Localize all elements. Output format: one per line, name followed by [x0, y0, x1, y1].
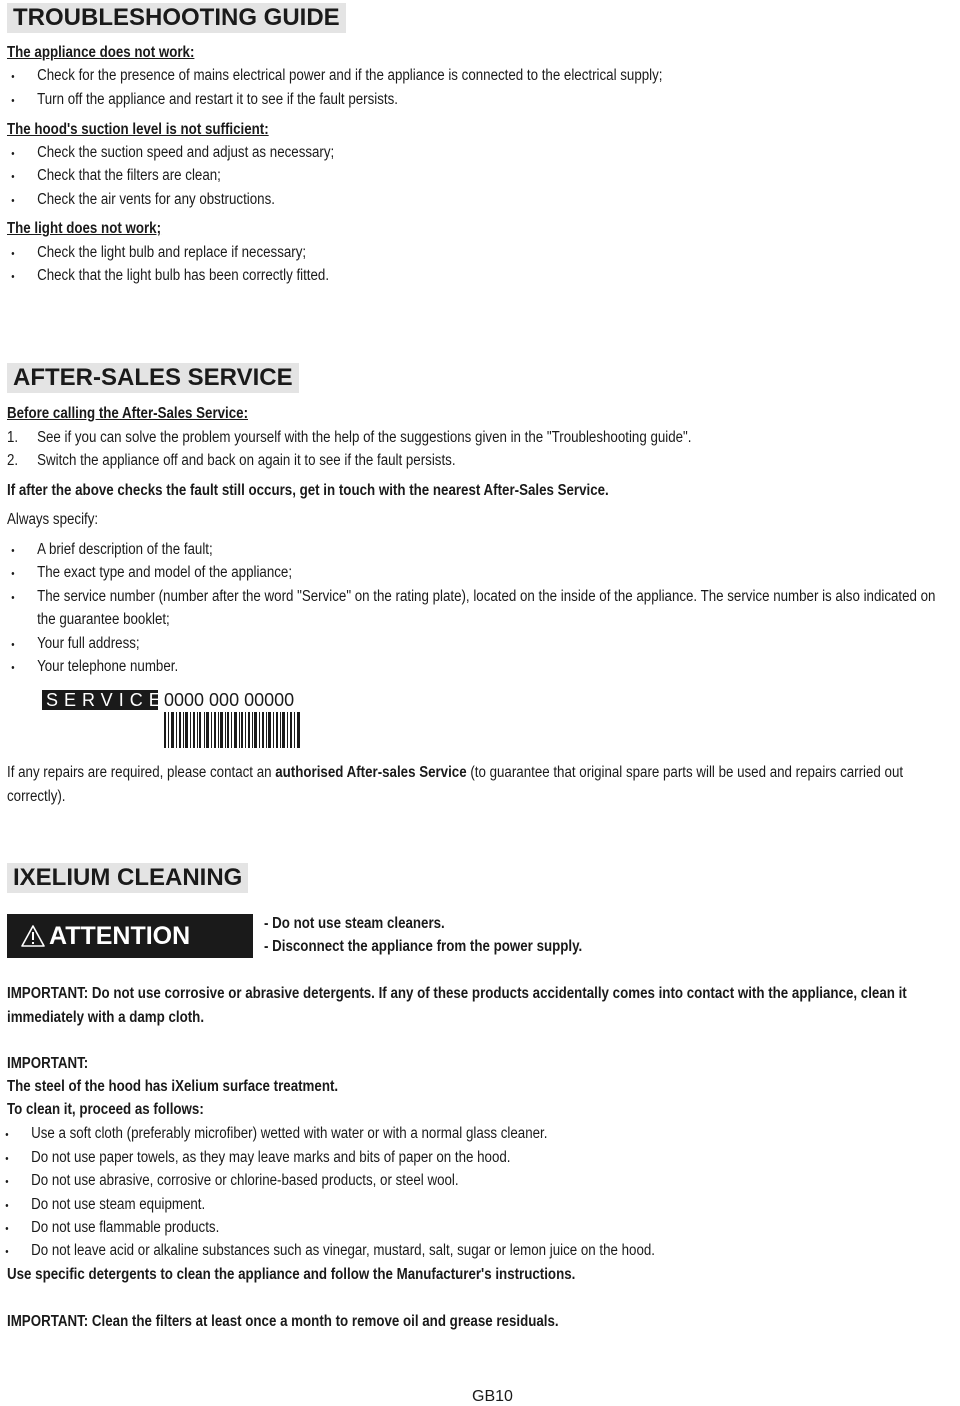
list-item: • Turn off the appliance and restart it to see if the fault persists.: [37, 90, 398, 110]
list-item: • Check for the presence of mains electrical power and if the appliance is connected to the electrical supply;: [37, 66, 662, 86]
list-item-continuation: the guarantee booklet;: [37, 611, 170, 628]
proceed-line: To clean it, proceed as follows:: [7, 1101, 204, 1118]
ixelium-title: IXELIUM CLEANING: [7, 863, 248, 893]
repairs-line-2: correctly).: [7, 788, 66, 805]
attention-item: - Do not use steam cleaners.: [264, 915, 445, 932]
attention-label: ATTENTION: [49, 922, 191, 950]
step-text: See if you can solve the problem yourself with the help of the suggestions given in the "Troubleshooting guide".: [37, 429, 692, 446]
attention-banner: [7, 914, 253, 958]
list-item: • Do not leave acid or alkaline substances such as vinegar, mustard, salt, sugar or lemon juice on the hood.: [31, 1241, 655, 1261]
list-item: • Check the air vents for any obstructions.: [37, 190, 275, 210]
list-item: • Use a soft cloth (preferably microfiber) wetted with water or with a normal glass cleaner.: [31, 1124, 547, 1144]
troubleshooting-title: TROUBLESHOOTING GUIDE: [7, 3, 346, 33]
list-item: • A brief description of the fault;: [37, 540, 213, 560]
list-item: • Do not use paper towels, as they may leave marks and bits of paper on the hood.: [31, 1148, 510, 1168]
step-text: Switch the appliance off and back on again it to see if the fault persists.: [37, 452, 456, 469]
list-item: • The exact type and model of the appliance;: [37, 563, 292, 583]
service-label: SERVICE: [42, 690, 158, 710]
list-item: • Do not use abrasive, corrosive or chlorine-based products, or steel wool.: [31, 1171, 459, 1191]
list-item: • Your telephone number.: [37, 657, 178, 677]
list-item: • Do not use flammable products.: [31, 1218, 219, 1238]
list-item: • Your full address;: [37, 634, 140, 654]
attention-item: - Disconnect the appliance from the power supply.: [264, 938, 583, 955]
before-calling-heading: Before calling the After-Sales Service:: [7, 405, 249, 422]
filters-important: IMPORTANT: Clean the filters at least once a month to remove oil and grease residuals.: [7, 1313, 559, 1330]
group-heading: The hood's suction level is not sufficient:: [7, 121, 269, 138]
important-corrosive: IMPORTANT: Do not use corrosive or abrasive detergents. If any of these products accidentally comes into contact with the appliance, clean it: [7, 985, 907, 1002]
specific-detergents: Use specific detergents to clean the appliance and follow the Manufacturer's instructions.: [7, 1266, 576, 1283]
steel-line: The steel of the hood has iXelium surface treatment.: [7, 1078, 339, 1095]
warning-icon: [20, 924, 46, 948]
list-item: • Check the light bulb and replace if necessary;: [37, 243, 306, 263]
important-heading: IMPORTANT:: [7, 1055, 89, 1072]
list-item: • Check that the filters are clean;: [37, 166, 221, 186]
list-item: • Check that the light bulb has been correctly fitted.: [37, 266, 329, 286]
after-sales-title: AFTER-SALES SERVICE: [7, 363, 299, 393]
step-number: 2.: [7, 452, 19, 469]
list-item: • The service number (number after the word "Service" on the rating plate), located on the inside of the appliance. The service number is also indicated on: [37, 587, 935, 607]
service-number: 0000 000 00000: [164, 690, 295, 710]
fault-persists-note: If after the above checks the fault still occurs, get in touch with the nearest After-Sales Service.: [7, 482, 609, 499]
important-corrosive-cont: immediately with a damp cloth.: [7, 1009, 205, 1026]
step-number: 1.: [7, 429, 19, 446]
group-heading: The appliance does not work:: [7, 44, 195, 61]
group-heading: The light does not work;: [7, 220, 162, 237]
always-specify: Always specify:: [7, 511, 99, 528]
list-item: • Check the suction speed and adjust as necessary;: [37, 143, 334, 163]
list-item: • Do not use steam equipment.: [31, 1195, 205, 1215]
repairs-line-1: If any repairs are required, please contact an authorised After-sales Service (to guarantee that original spare parts will be used and repairs carried out: [7, 764, 904, 781]
barcode: [164, 712, 301, 748]
page-number: GB10: [472, 1388, 513, 1405]
